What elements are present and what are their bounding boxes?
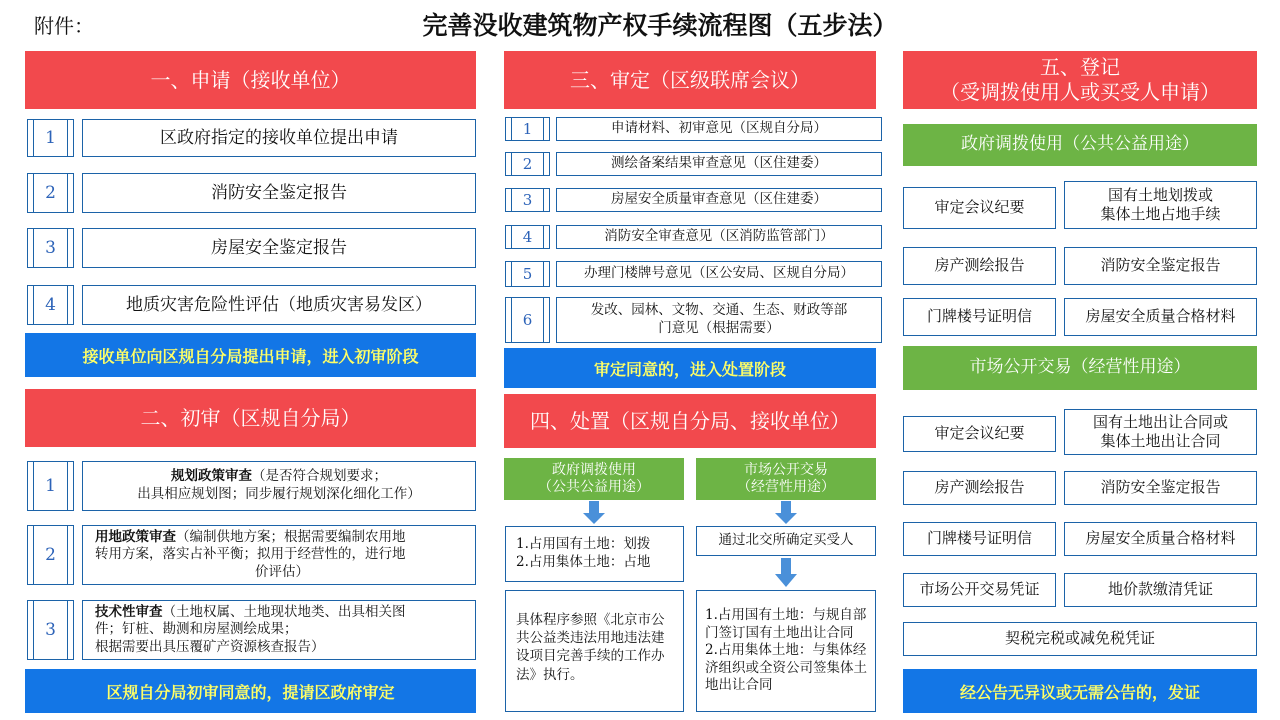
step3-conclusion: 审定同意的，进入处置阶段 — [504, 348, 876, 388]
step5-gov-header: 政府调拨使用（公共公益用途） — [903, 124, 1257, 166]
step2-item-line: 根据需要出具压覆矿产资源核查报告） — [95, 638, 325, 655]
step5-doc: 门牌楼号证明信 — [903, 298, 1056, 336]
step4-market-land-line: 1.占用国有土地：与规自部门签订国有土地出让合同 — [705, 607, 867, 641]
step1-item-num: 2 — [27, 173, 74, 213]
step2-item-num: 1 — [27, 461, 74, 511]
step3-item-num: 1 — [505, 117, 550, 141]
step5-doc — [1064, 181, 1257, 229]
step5-conclusion: 经公告无异议或无需公告的，发证 — [903, 669, 1257, 713]
step3-item — [556, 297, 882, 343]
step3-item-line: 门意见（根据需要） — [658, 320, 780, 336]
step4-gov-land — [505, 526, 684, 582]
step1-item-num: 4 — [27, 285, 74, 325]
step4-gov-subtitle: （公共公益用途） — [538, 479, 650, 495]
step2-item-rest: （编制供地方案；根据需要编制农用地 — [176, 528, 406, 545]
step2-item-line: 件；钉桩、勘测和房屋测绘成果； — [95, 621, 298, 638]
step1-title: 一、申请（接收单位） — [25, 51, 476, 109]
step4-gov-land-line: 2.占用集体土地：占地 — [516, 554, 651, 570]
step4-market-land — [696, 590, 876, 712]
step3-title: 三、审定（区级联席会议） — [504, 51, 876, 109]
step5-doc-line: 国有土地划拨或 — [1107, 185, 1213, 204]
step2-item-rest: （是否符合规划要求； — [252, 468, 387, 485]
step4-market-land-line: 2.占用集体土地：与集体经济组织或全资公司签集体土地出让合同 — [705, 642, 867, 694]
step1-item: 房屋安全鉴定报告 — [82, 228, 476, 268]
step4-market-title: 市场公开交易 — [744, 461, 828, 478]
step5-doc: 审定会议纪要 — [903, 187, 1056, 229]
step3-item: 测绘备案结果审查意见（区住建委） — [556, 152, 882, 176]
step5-doc: 契税完税或减免税凭证 — [903, 622, 1257, 656]
step2-item-bold: 规划政策审查 — [171, 468, 252, 485]
step5-doc: 房屋安全质量合格材料 — [1064, 522, 1257, 556]
step4-gov-land-line: 1.占用国有土地：划拨 — [516, 536, 651, 553]
step1-item: 消防安全鉴定报告 — [82, 173, 476, 213]
step5-title-sub: （受调拨使用人或买受人申请） — [940, 80, 1220, 104]
step3-item-line: 发改、园林、文物、交通、生态、财政等部 — [590, 302, 848, 319]
step5-title-main: 五、登记 — [1040, 55, 1120, 79]
step5-doc: 消防安全鉴定报告 — [1064, 247, 1257, 285]
step2-item-planning — [82, 461, 476, 511]
step5-doc: 地价款缴清凭证 — [1064, 573, 1257, 607]
arrow-down-icon — [774, 558, 798, 588]
page-title: 完善没收建筑物产权手续流程图（五步法） — [422, 11, 898, 40]
step2-item-line: 转用方案，落实占补平衡；拟用于经营性的，进行地 — [95, 546, 406, 563]
step3-item-num: 2 — [505, 152, 550, 176]
step5-doc: 审定会议纪要 — [903, 416, 1056, 452]
step3-item-num: 5 — [505, 261, 550, 287]
step4-title: 四、处置（区规自分局、接收单位） — [504, 394, 876, 448]
step2-item-land — [82, 525, 476, 585]
step5-doc: 房屋安全质量合格材料 — [1064, 298, 1257, 336]
step5-doc-line: 集体土地占地手续 — [1100, 205, 1221, 223]
step2-item-num: 2 — [27, 525, 74, 585]
step5-doc: 门牌楼号证明信 — [903, 522, 1056, 556]
step5-title — [903, 51, 1257, 109]
step3-item: 房屋安全质量审查意见（区住建委） — [556, 188, 882, 212]
step3-item: 办理门楼牌号意见（区公安局、区规自分局） — [556, 261, 882, 287]
step1-item-num: 1 — [27, 119, 74, 157]
arrow-down-icon — [774, 501, 798, 525]
step2-conclusion: 区规自分局初审同意的，提请区政府审定 — [25, 669, 476, 713]
attachment-label: 附件： — [34, 14, 94, 38]
step5-doc-line: 集体土地出让合同 — [1100, 432, 1221, 450]
step2-item-num: 3 — [27, 600, 74, 660]
step5-doc — [1064, 409, 1257, 455]
step4-market-subtitle: （经营性用途） — [737, 479, 835, 495]
step1-item: 地质灾害危险性评估（地质灾害易发区） — [82, 285, 476, 325]
step3-item: 申请材料、初审意见（区规自分局） — [556, 117, 882, 141]
arrow-down-icon — [582, 501, 606, 525]
step5-doc-line: 国有土地出让合同或 — [1092, 412, 1228, 431]
step3-item-num: 4 — [505, 225, 550, 249]
step2-item-line: 价评估） — [255, 563, 309, 580]
step3-item-num: 3 — [505, 188, 550, 212]
step3-item-num: 6 — [505, 297, 550, 343]
step4-gov-note: 具体程序参照《北京市公共公益类违法用地违法建设项目完善手续的工作办法》执行。 — [505, 590, 684, 712]
step4-gov-title: 政府调拨使用 — [552, 461, 636, 478]
step2-item-bold: 技术性审查 — [95, 603, 163, 620]
step2-item-technical — [82, 600, 476, 660]
step2-item-rest: （土地权属、土地现状地类、出具相关图 — [162, 603, 406, 620]
step4-gov-header — [504, 458, 684, 500]
step5-doc: 市场公开交易凭证 — [903, 573, 1056, 607]
step3-item: 消防安全审查意见（区消防监管部门） — [556, 225, 882, 249]
step2-title: 二、初审（区规自分局） — [25, 389, 476, 447]
step2-item-bold: 用地政策审查 — [95, 528, 176, 545]
step5-doc: 房产测绘报告 — [903, 247, 1056, 285]
step4-market-buyer: 通过北交所确定买受人 — [696, 526, 876, 556]
step5-doc: 消防安全鉴定报告 — [1064, 471, 1257, 505]
step4-market-header — [696, 458, 876, 500]
step5-market-header: 市场公开交易（经营性用途） — [903, 346, 1257, 390]
step2-item-line: 出具相应规划图；同步履行规划深化细化工作） — [137, 486, 421, 502]
step5-doc: 房产测绘报告 — [903, 471, 1056, 505]
step1-item: 区政府指定的接收单位提出申请 — [82, 119, 476, 157]
step1-conclusion: 接收单位向区规自分局提出申请，进入初审阶段 — [25, 333, 476, 377]
step1-item-num: 3 — [27, 228, 74, 268]
